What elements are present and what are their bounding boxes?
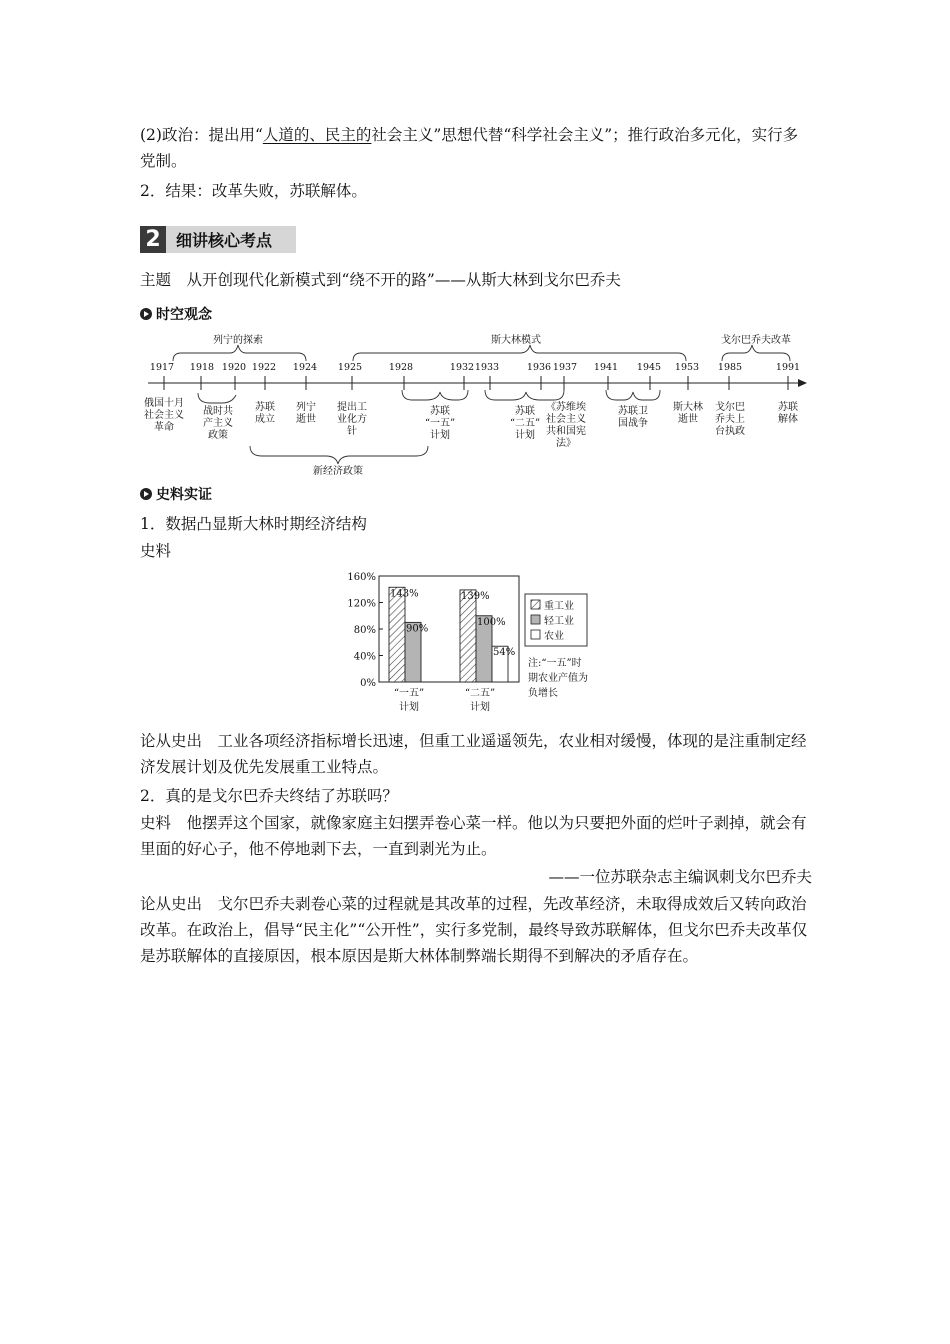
timeline-event-1	[203, 404, 233, 441]
event-line: 戈尔巴	[715, 402, 745, 413]
category-label: 计划	[399, 702, 419, 713]
y-tick-label: 40%	[353, 651, 376, 663]
year-1922: 1922	[251, 362, 277, 373]
timeline-event-4	[337, 400, 367, 437]
year-1932: 1932	[449, 362, 475, 373]
brace-gorbachev	[722, 345, 790, 361]
legend-swatch-重工业	[531, 600, 540, 609]
bracket-first-plan	[402, 390, 468, 400]
growth-bar-chart	[340, 566, 620, 724]
timeline-event-3	[296, 400, 316, 425]
event-line: 苏联	[778, 402, 798, 413]
event-line: 斯大林	[673, 402, 703, 413]
event-line: 逝世	[678, 414, 698, 425]
event-line: 产主义	[203, 418, 233, 429]
event-line: 计划	[515, 430, 535, 441]
bracket-war	[606, 390, 660, 400]
category-label: “一五”	[393, 688, 425, 699]
y-tick-label: 160%	[347, 572, 376, 583]
timeline-event-5	[425, 404, 455, 441]
brace-nep	[250, 446, 428, 464]
legend-swatch-农业	[531, 630, 540, 639]
y-tick-label: 0%	[360, 678, 376, 689]
play-bullet-icon	[140, 308, 152, 320]
bar-重工业-0	[389, 587, 405, 682]
section-title: 细讲核心考点	[176, 231, 273, 250]
event-line: 《苏维埃	[546, 402, 586, 413]
year-1928: 1928	[388, 362, 414, 373]
top-braces	[173, 345, 790, 361]
event-line: 计划	[430, 430, 450, 441]
politics-suffix: 社会主义”思想代替“科学社会主义”；推行政治多元化，实行多党制。	[140, 126, 799, 170]
event-line: “二五”	[509, 418, 541, 429]
bar-value-label: 54%	[493, 647, 516, 659]
event-line: 苏联	[430, 406, 450, 417]
conclusion-2: 论从史出 戈尔巴乔夫剥卷心菜的过程就是其改革的过程，先改革经济，未取得成效后又转向政治改革。在政治上，倡导“民主化”“公开性”，实行多党制，最终导致苏联解体，但戈尔巴乔夫改革仅是苏联解体的直接原因，根本原因是斯大林体制弊端长期得不到解决的矛盾存在。	[140, 895, 808, 965]
label-new-economic-policy: 新经济政策	[313, 466, 363, 477]
event-line: 苏联	[255, 402, 275, 413]
bracket-second-plan	[485, 390, 564, 400]
bar-value-label: 90%	[406, 623, 429, 635]
event-line: 台执政	[715, 426, 745, 437]
section-number: 2	[140, 226, 166, 253]
year-1936: 1936	[526, 362, 552, 373]
play-bullet-icon	[140, 488, 152, 500]
brace-lenin	[173, 345, 306, 361]
event-line: 乔夫上	[715, 414, 745, 425]
event-line: 俄国十月	[144, 398, 184, 409]
chart-note-line: 注:“一五”时	[528, 658, 582, 669]
legend-label: 农业	[544, 631, 564, 642]
event-line: 战时共	[203, 406, 233, 417]
year-1953: 1953	[674, 362, 700, 373]
legend-swatch-轻工业	[531, 615, 540, 624]
event-line: 解体	[778, 414, 798, 425]
timeline-event-9	[673, 400, 703, 425]
year-1991: 1991	[775, 362, 801, 373]
timeline-event-11	[778, 400, 798, 425]
year-1985: 1985	[717, 362, 743, 373]
year-1945: 1945	[636, 362, 662, 373]
politics-prefix: (2)政治：提出用“	[140, 126, 263, 144]
event-line: 提出工	[337, 402, 367, 413]
bar-value-label: 139%	[461, 590, 490, 602]
year-1924: 1924	[292, 362, 318, 373]
event-line: 逝世	[296, 414, 316, 425]
event-line: 业化方	[337, 414, 367, 425]
timeline-arrow-icon	[798, 379, 807, 387]
event-line: 政策	[208, 430, 228, 441]
year-1933: 1933	[474, 362, 500, 373]
year-1917: 1917	[149, 362, 175, 373]
label-stalin-model: 斯大林模式	[491, 335, 541, 346]
bracket-war-communism	[198, 393, 236, 403]
section-header	[140, 226, 296, 253]
item2-title: 2．真的是戈尔巴乔夫终结了苏联吗？	[140, 787, 398, 805]
evidence-heading-text: 史料实证	[156, 487, 212, 503]
politics-underlined-phrase: 人道的、民主的	[262, 126, 372, 144]
year-1920: 1920	[221, 362, 247, 373]
event-line: 社会主义	[546, 414, 586, 425]
timeline-event-8	[618, 404, 648, 429]
item1-label: 史料	[140, 542, 172, 560]
bar-重工业-1	[460, 590, 476, 682]
legend-label: 重工业	[544, 601, 574, 612]
chart-note-line: 负增长	[528, 688, 558, 699]
label-lenin-exploration: 列宁的探索	[213, 335, 263, 346]
event-line: 国战争	[618, 418, 648, 429]
conclusion-1: 论从史出 工业各项经济指标增长迅速，但重工业遥遥领先，农业相对缓慢，体现的是注重制定经济发展计划及优先发展重工业特点。	[140, 732, 807, 776]
timeline-event-7	[546, 400, 587, 449]
timeline-diagram	[140, 328, 812, 478]
politics-paragraph	[140, 122, 812, 174]
timeline-heading-text: 时空观念	[156, 307, 212, 323]
year-1937: 1937	[552, 362, 578, 373]
y-tick-label: 80%	[353, 625, 376, 636]
timeline-event-0	[144, 396, 184, 433]
event-line: “一五”	[424, 418, 456, 429]
timeline-event-10	[715, 400, 745, 437]
item2-source: 史料 他摆弄这个国家，就像家庭主妇摆弄卷心菜一样。他以为只要把外面的烂叶子剥掉，就会有里面的好心子，他不停地剥下去，一直到剥光为止。	[140, 814, 807, 858]
item1-title: 1．数据凸显斯大林时期经济结构	[140, 515, 367, 533]
evidence-heading	[140, 484, 212, 504]
label-gorbachev-reform: 戈尔巴乔夫改革	[721, 335, 791, 346]
topic-line: 主题 从开创现代化新模式到“绕不开的路”——从斯大林到戈尔巴乔夫	[140, 271, 621, 289]
event-line: 革命	[154, 422, 174, 433]
bar-value-label: 100%	[477, 616, 506, 628]
event-line: 苏联	[515, 406, 535, 417]
year-1918: 1918	[189, 362, 215, 373]
year-1925: 1925	[337, 362, 363, 373]
category-label: “二五”	[464, 688, 496, 699]
legend-label: 轻工业	[544, 616, 574, 627]
chart-note-line: 期农业产值为	[528, 673, 588, 684]
bar-value-label: 143%	[390, 588, 419, 600]
event-line: 列宁	[296, 402, 316, 413]
item2-attribution: ——一位苏联杂志主编讽刺戈尔巴乔夫	[548, 868, 812, 886]
event-line: 法》	[556, 438, 576, 449]
event-line: 苏联卫	[618, 406, 648, 417]
event-line: 针	[347, 426, 357, 437]
brace-stalin	[353, 345, 686, 361]
year-1941: 1941	[593, 362, 619, 373]
event-line: 社会主义	[144, 410, 184, 421]
timeline-heading	[140, 304, 212, 324]
result-line: 2．结果：改革失败，苏联解体。	[140, 182, 367, 200]
event-line: 共和国宪	[546, 426, 586, 437]
timeline-event-6	[510, 404, 540, 441]
event-line: 成立	[255, 414, 275, 425]
category-label: 计划	[470, 702, 490, 713]
timeline-event-2	[255, 400, 275, 425]
y-tick-label: 120%	[347, 598, 376, 610]
